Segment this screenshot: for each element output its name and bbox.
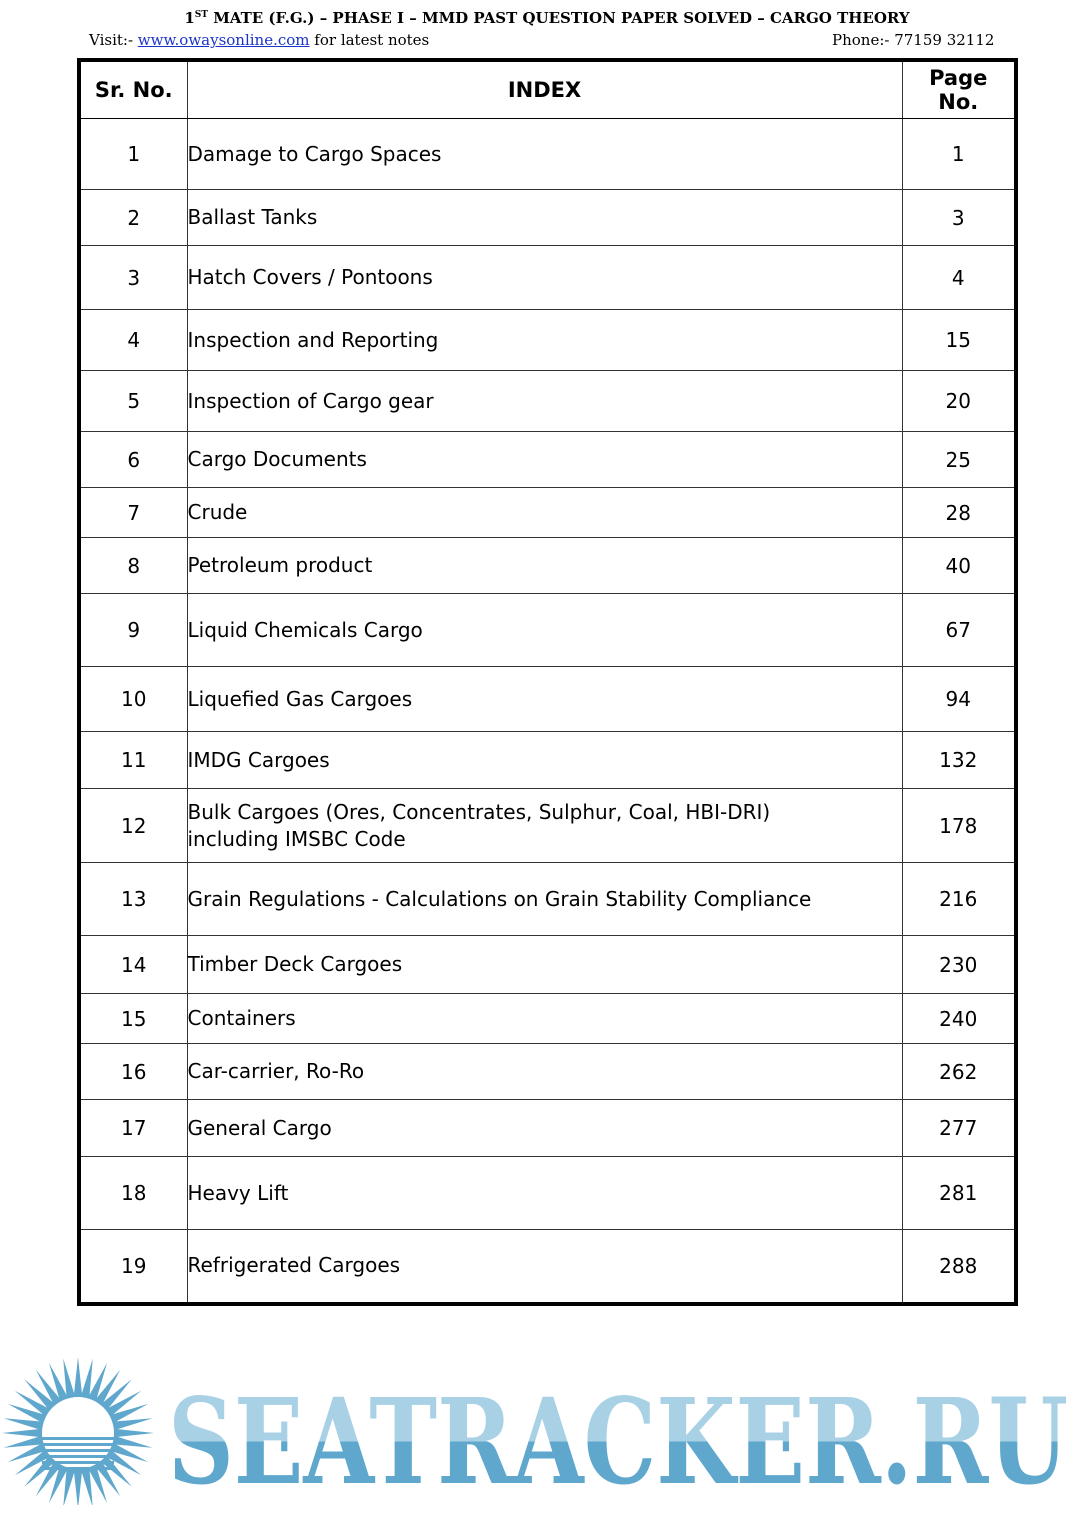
column-header-page-no: Page No.	[902, 60, 1016, 119]
watermark-text: SEATRACKER.RU	[168, 1372, 1068, 1505]
page-no-cell: 15	[902, 310, 1016, 371]
topic-cell: Petroleum product	[187, 538, 902, 594]
sr-no-cell: 17	[79, 1100, 187, 1157]
topic-cell: Liquefied Gas Cargoes	[187, 667, 902, 732]
page-no-cell: 4	[902, 246, 1016, 310]
sr-no-cell: 6	[79, 432, 187, 488]
topic-cell: Damage to Cargo Spaces	[187, 119, 902, 190]
topic-cell: Ballast Tanks	[187, 190, 902, 246]
seatracker-watermark	[0, 1355, 1080, 1505]
website-link[interactable]: www.owaysonline.com	[137, 31, 310, 49]
table-row	[79, 732, 1016, 789]
table-row	[79, 936, 1016, 994]
page-no-cell: 67	[902, 594, 1016, 667]
sr-no-cell: 13	[79, 863, 187, 936]
topic-cell: IMDG Cargoes	[187, 732, 902, 789]
visit-line: Visit:- www.owaysonline.com for latest notes	[89, 31, 430, 49]
page-no-cell: 132	[902, 732, 1016, 789]
sr-no-cell: 15	[79, 994, 187, 1044]
page-no-cell: 25	[902, 432, 1016, 488]
sr-no-cell: 12	[79, 789, 187, 863]
page-no-cell: 288	[902, 1230, 1016, 1304]
table-row	[79, 1044, 1016, 1100]
sr-no-cell: 10	[79, 667, 187, 732]
page-no-cell: 94	[902, 667, 1016, 732]
page-no-cell: 240	[902, 994, 1016, 1044]
table-row	[79, 488, 1016, 538]
page-no-cell: 281	[902, 1157, 1016, 1230]
page-no-cell: 216	[902, 863, 1016, 936]
sr-no-cell: 1	[79, 119, 187, 190]
topic-cell: General Cargo	[187, 1100, 902, 1157]
topic-cell: Crude	[187, 488, 902, 538]
topic-cell: Cargo Documents	[187, 432, 902, 488]
topic-cell: Heavy Lift	[187, 1157, 902, 1230]
sr-no-cell: 9	[79, 594, 187, 667]
page-no-cell: 20	[902, 371, 1016, 432]
sr-no-cell: 3	[79, 246, 187, 310]
page-no-cell: 230	[902, 936, 1016, 994]
column-header-index: INDEX	[187, 60, 902, 119]
topic-cell: Liquid Chemicals Cargo	[187, 594, 902, 667]
table-row	[79, 371, 1016, 432]
page-no-cell: 3	[902, 190, 1016, 246]
page-no-cell: 178	[902, 789, 1016, 863]
sr-no-cell: 19	[79, 1230, 187, 1304]
topic-cell: Bulk Cargoes (Ores, Concentrates, Sulphur, Coal, HBI-DRI) including IMSBC Code	[187, 789, 902, 863]
sr-no-cell: 16	[79, 1044, 187, 1100]
column-header-sr-no: Sr. No.	[79, 60, 187, 119]
sr-no-cell: 8	[79, 538, 187, 594]
page-no-cell: 40	[902, 538, 1016, 594]
topic-cell: Car-carrier, Ro-Ro	[187, 1044, 902, 1100]
table-row	[79, 190, 1016, 246]
sr-no-cell: 7	[79, 488, 187, 538]
topic-cell: Grain Regulations - Calculations on Grain Stability Compliance	[187, 863, 902, 936]
sr-no-cell: 4	[79, 310, 187, 371]
sr-no-cell: 2	[79, 190, 187, 246]
header-row	[79, 60, 1016, 119]
table-row	[79, 863, 1016, 936]
table-row	[79, 119, 1016, 190]
table-row	[79, 1230, 1016, 1304]
table-row	[79, 789, 1016, 863]
table-row	[79, 1157, 1016, 1230]
sun-icon	[2, 1357, 154, 1505]
page-no-cell: 277	[902, 1100, 1016, 1157]
topic-cell: Timber Deck Cargoes	[187, 936, 902, 994]
table-row	[79, 994, 1016, 1044]
table-row	[79, 432, 1016, 488]
topic-cell: Hatch Covers / Pontoons	[187, 246, 902, 310]
phone-number: Phone:- 77159 32112	[832, 31, 995, 49]
table-row	[79, 310, 1016, 371]
table-row	[79, 1100, 1016, 1157]
table-row	[79, 667, 1016, 732]
document-title: 1ST MATE (F.G.) – PHASE I – MMD PAST QUESTION PAPER SOLVED – CARGO THEORY	[184, 9, 910, 27]
page-no-cell: 262	[902, 1044, 1016, 1100]
sr-no-cell: 5	[79, 371, 187, 432]
topic-cell: Refrigerated Cargoes	[187, 1230, 902, 1304]
table-row	[79, 594, 1016, 667]
index-table	[77, 58, 1018, 1306]
table-row	[79, 246, 1016, 310]
topic-cell: Containers	[187, 994, 902, 1044]
page-no-cell: 28	[902, 488, 1016, 538]
sr-no-cell: 18	[79, 1157, 187, 1230]
topic-cell: Inspection and Reporting	[187, 310, 902, 371]
topic-cell: Inspection of Cargo gear	[187, 371, 902, 432]
sr-no-cell: 14	[79, 936, 187, 994]
sr-no-cell: 11	[79, 732, 187, 789]
page-no-cell: 1	[902, 119, 1016, 190]
table-row	[79, 538, 1016, 594]
